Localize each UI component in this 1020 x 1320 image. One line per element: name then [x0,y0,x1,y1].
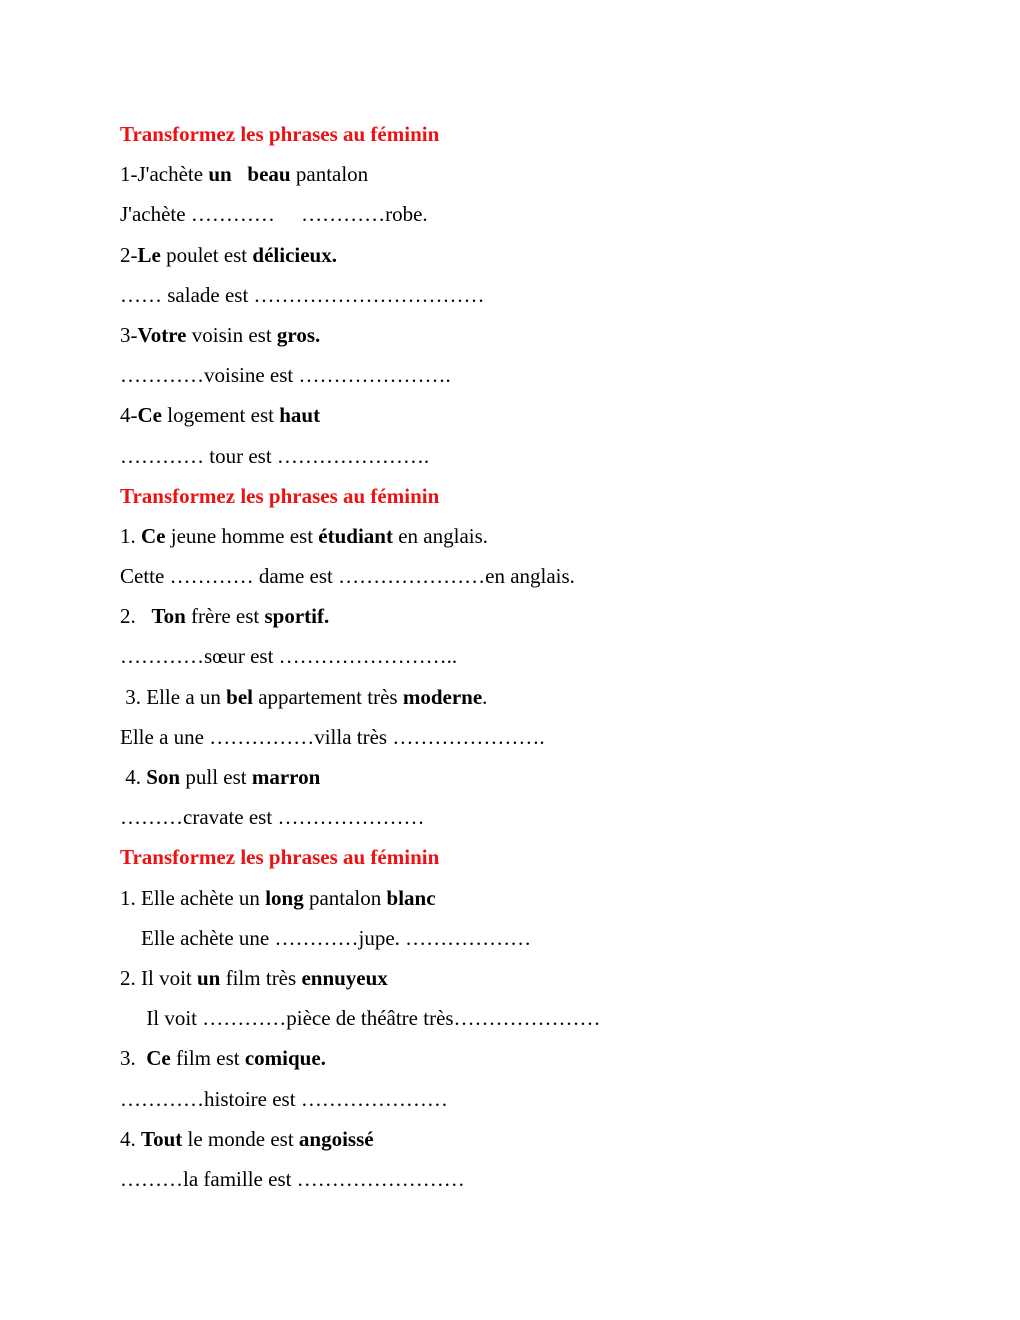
answer-line [120,797,940,837]
text-segment: voisin est [186,322,277,347]
exercise-sentence [120,596,940,636]
bold-word: un [197,965,221,990]
text-segment: Il voit …………pièce de théâtre très………………… [120,1006,601,1031]
exercise-sentence [120,235,940,275]
answer-line [120,556,940,596]
exercise-sentence [120,395,940,435]
answer-line [120,717,940,757]
exercise-sentence [120,154,940,194]
text-segment: 2. Il voit [120,965,197,990]
section-heading [120,476,940,516]
section-heading [120,114,940,154]
bold-word: ennuyeux [301,965,388,990]
answer-line [120,636,940,676]
text-segment: pull est [180,765,252,789]
text-segment: …………histoire est ………………… [120,1086,448,1111]
text-segment: ………… tour est …………………. [120,443,430,468]
exercise-sentence [120,878,940,918]
text-segment: 1. [120,523,141,548]
answer-line [120,194,940,234]
text-segment: pantalon [290,162,369,187]
bold-word: blanc [386,885,436,910]
text-segment: appartement très [252,684,403,709]
answer-line [120,1159,940,1199]
text-segment: …………voisine est …………………. [120,363,451,388]
exercise-sentence [120,315,940,355]
text-segment: J'achète ………… …………robe. [120,202,428,227]
text-segment: . [482,684,488,709]
text-segment: Elle a une ……………villa très …………………. [120,724,545,749]
text-segment: 2. [120,604,152,629]
bold-word: sportif. [264,604,330,629]
answer-line [120,1079,940,1119]
text-segment: le monde est [182,1126,299,1151]
bold-word: Transformez les phrases au féminin [120,845,440,870]
answer-line [120,355,940,395]
text-segment: ………cravate est ………………… [120,805,425,830]
text-segment: film est [170,1046,245,1071]
answer-line [120,436,940,476]
text-segment: 3. Elle a un [120,684,227,709]
text-segment: …… salade est …………………………… [120,282,485,307]
bold-word: Tout [141,1126,183,1151]
bold-word: un beau [208,162,291,187]
bold-word: Ce [141,523,166,548]
exercise-sentence [120,677,940,717]
exercise-sentence [120,757,940,797]
bold-word: bel [226,684,253,709]
answer-line [120,275,940,315]
text-segment: film très [220,965,302,990]
text-segment: poulet est [160,242,253,267]
text-segment: jeune homme est [165,523,319,548]
answer-line [120,998,940,1038]
exercise-sentence [120,1038,940,1078]
bold-word: long [265,885,304,910]
text-segment: 3- [120,322,138,347]
answer-line [120,918,940,958]
text-segment: logement est [162,403,280,428]
bold-word: Ce [137,403,162,428]
text-segment: 1-J'achète [120,162,209,187]
bold-word: gros. [276,322,321,347]
text-segment: en anglais. [392,523,489,548]
bold-word: angoissé [298,1126,374,1151]
bold-word: Ton [151,604,186,629]
text-segment: Elle achète une …………jupe. ……………… [120,925,532,950]
bold-word: Ce [146,1046,171,1071]
text-segment: 4. [120,765,147,789]
text-segment: ………la famille est …………………… [120,1166,465,1191]
bold-word: comique. [244,1046,326,1071]
bold-word: marron [251,765,321,789]
worksheet-page [120,114,940,1199]
text-segment: 1. Elle achète un [120,885,266,910]
text-segment: pantalon [303,885,387,910]
bold-word: délicieux. [252,242,337,267]
exercise-sentence [120,958,940,998]
bold-word: Votre [137,322,187,347]
bold-word: moderne [402,684,483,709]
exercise-sentence [120,516,940,556]
exercise-sentence [120,1119,940,1159]
text-segment: 4. [120,1126,141,1151]
section-heading [120,837,940,877]
bold-word: Transformez les phrases au féminin [120,483,440,508]
text-segment: Cette ………… dame est …………………en anglais. [120,564,575,589]
text-segment: …………sœur est …………………….. [120,644,458,669]
text-segment: 4- [120,403,138,428]
bold-word: Son [146,765,181,789]
text-segment: frère est [185,604,265,629]
bold-word: Le [137,242,161,267]
text-segment: 3. [120,1046,147,1071]
text-segment: 2- [120,242,138,267]
bold-word: Transformez les phrases au féminin [120,122,440,146]
bold-word: étudiant [318,523,393,548]
bold-word: haut [279,403,321,428]
